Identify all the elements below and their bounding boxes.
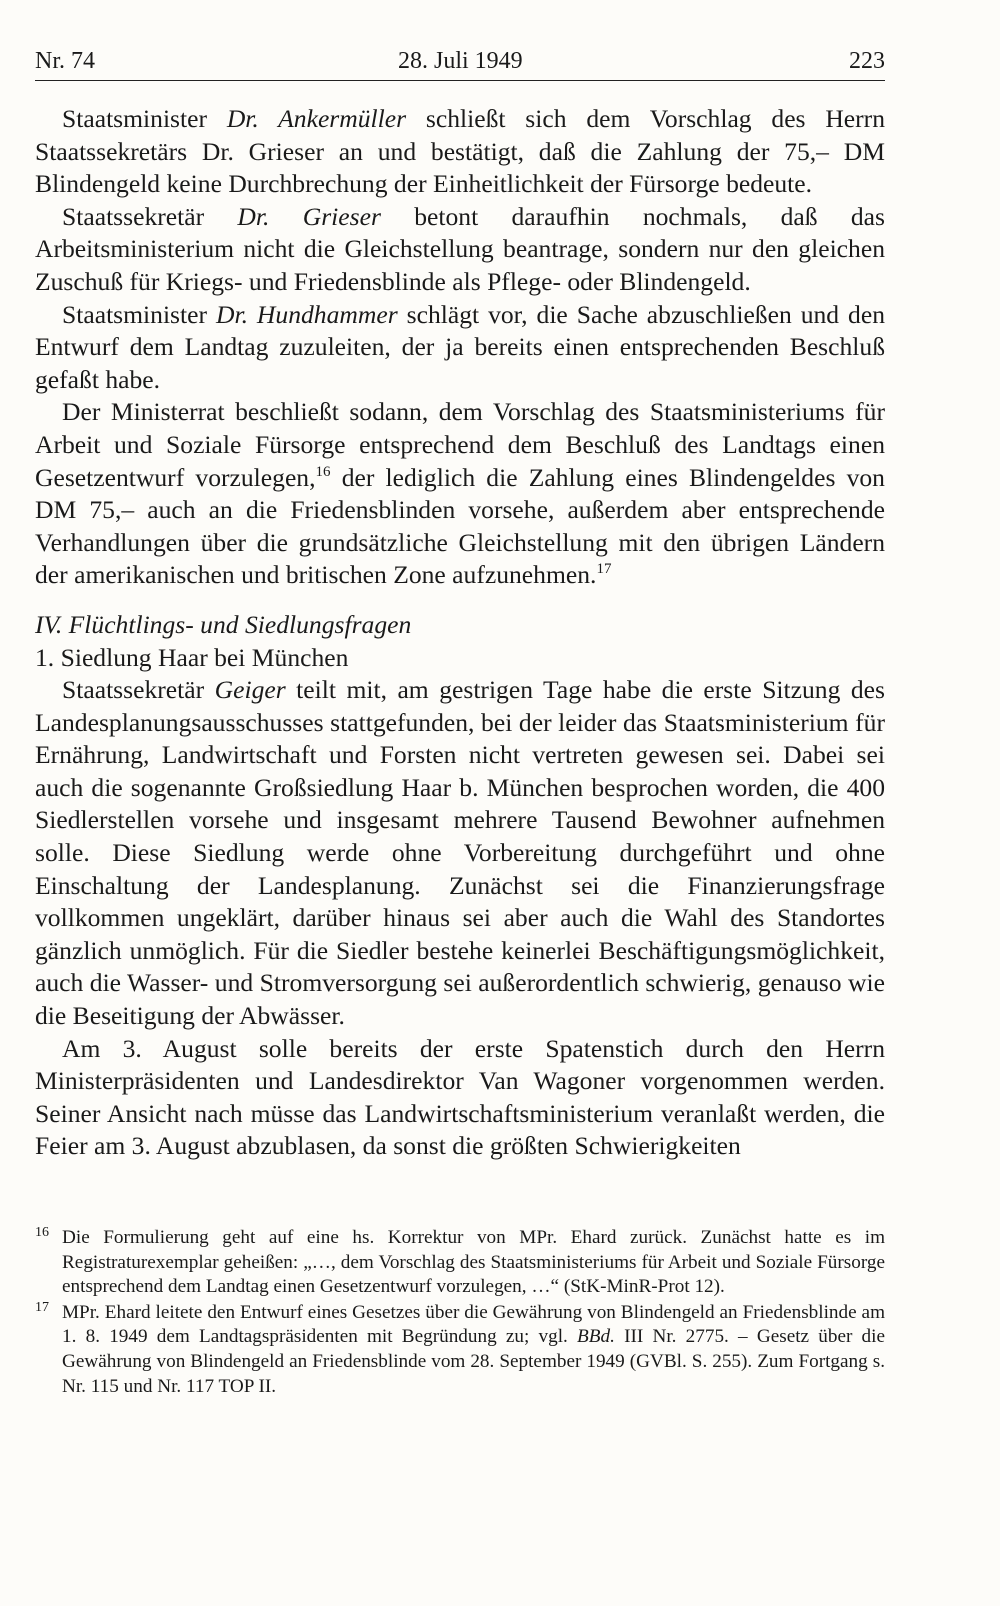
footnotes bbox=[35, 1226, 885, 1400]
footnote-ref: 16 bbox=[315, 463, 331, 480]
paragraph: Der Ministerrat beschließt sodann, dem Vorschlag des Staatsministeriums für Arbeit und Soziale Fürsorge entsprechend dem Beschluß des Landtags einen Gesetzentwurf vorzulegen,$^{16}$ der lediglich die Zahlung eines Blindengeldes von DM 75,– auch an die Friedensblinden vorsehe, außerdem aber entsprechende Verhandlungen über die grundsätzliche Gleichstellung mit den übrigen Ländern der amerikanischen und britischen Zone aufzunehmen.$^{17}$ bbox=[35, 397, 885, 590]
footnote-number: 17 bbox=[35, 1299, 49, 1315]
paragraph: Staatsminister Dr. Hundhammer schlägt vor, die Sache abzuschließen und den Entwurf dem Landtag zuzuleiten, der ja bereits einen entsprechenden Beschluß gefaßt habe. bbox=[35, 299, 886, 394]
paragraph: Staatsminister Dr. Ankermüller schließt sich dem Vorschlag des Herrn Staatssekretärs Dr. Grieser an und bestätigt, daß die Zahlung der 75,– DM Blindengeld keine Durchbrechung der Einheitlichkeit der Fürsorge bedeute. bbox=[35, 104, 885, 199]
page-number: 223 bbox=[849, 48, 885, 74]
speaker-name: Geiger bbox=[214, 675, 286, 705]
footnote-text: MPr. Ehard leitete den Entwurf eines Gesetzes über die Gewährung von Blindengeld an Friedensblinde am 1. 8. 1949 dem Landtagspräsidenten mit Begründung zu; vgl. BBd. III Nr. 2775. – Gesetz über die Gewährung von Blindengeld an Friedensblinde vom 28. September 1949 (GVBl. S. 255). Zum Fortgang s. Nr. 115 und Nr. 117 TOP II. bbox=[62, 1301, 886, 1397]
footnote-text: Die Formulierung geht auf eine hs. Korrektur von MPr. Ehard zurück. Zunächst hatte es im Registraturexemplar geheißen: „…, dem Vorschlag des Staatsministeriums für Arbeit und Soziale Fürsorge entsprechend dem Landtag einen Gesetzentwurf vorzulegen, …“ (StK-MinR-Prot 12). bbox=[62, 1227, 885, 1298]
document-number: Nr. 74 bbox=[35, 48, 95, 74]
subsection-heading: 1. Siedlung Haar bei München bbox=[35, 642, 349, 672]
footnote-ref: 17 bbox=[596, 561, 612, 578]
paragraph: Am 3. August solle bereits der erste Spatenstich durch den Herrn Ministerpräsidenten und Landesdirektor Van Wagoner vorgenommen werden. Seiner Ansicht nach müsse das Landwirtschaftsministerium veranlaßt werden, die Feier am 3. August abzublasen, da sonst die größten Schwierigkeiten bbox=[35, 1033, 885, 1161]
speaker-name: Dr. Hundhammer bbox=[215, 299, 398, 329]
page-header bbox=[35, 44, 885, 78]
header-rule bbox=[35, 80, 885, 81]
footnote bbox=[35, 1226, 885, 1300]
section-heading: IV. Flüchtlings- und Siedlungsfragen bbox=[35, 609, 412, 639]
footnote bbox=[35, 1301, 885, 1399]
speaker-name: Dr. Grieser bbox=[237, 201, 381, 231]
footnote-number: 16 bbox=[35, 1225, 49, 1240]
speaker-name: Dr. Ankermüller bbox=[226, 104, 407, 133]
document-date: 28. Juli 1949 bbox=[398, 48, 523, 74]
body-text bbox=[35, 103, 885, 1163]
paragraph: Staatssekretär Geiger teilt mit, am gestrigen Tage habe die erste Sitzung des Landesplanungsausschusses stattgefunden, bei der leider das Staatsministerium für Ernährung, Landwirtschaft und Forsten nicht vertreten gewesen sei. Dabei sei auch die sogenannte Großsiedlung Haar b. München besprochen worden, die 400 Siedlerstellen vorsehe und insgesamt mehrere Tausend Bewohner aufnehmen solle. Diese Siedlung werde ohne Vorbereitung durchgeführt und ohne Einschaltung der Landesplanung. Zunächst sei die Finanzierungsfrage vollkommen ungeklärt, darüber hinaus sei aber auch die Wahl des Standortes gänzlich unmöglich. Für die Siedler bestehe keinerlei Beschäftigungsmöglichkeit, auch die Wasser- und Stromversorgung sei außerordentlich schwierig, genauso wie die Beseitigung der Abwässer. bbox=[35, 675, 885, 1031]
paragraph: Staatssekretär Dr. Grieser betont daraufhin nochmals, daß das Arbeitsministerium nicht die Gleichstellung beantrage, sondern nur den gleichen Zuschuß für Kriegs- und Friedensblinde als Pflege- oder Blindengeld. bbox=[35, 201, 885, 296]
